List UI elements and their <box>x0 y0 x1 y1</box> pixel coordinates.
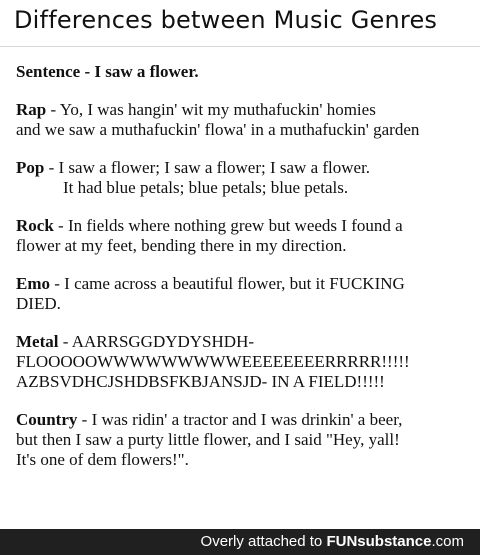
genre-label: Metal <box>16 332 59 351</box>
entry-line: but then I saw a purty little flower, and I said "Hey, yall! <box>16 430 400 449</box>
entry-line: and we saw a muthafuckin' flowa' in a muthafuckin' garden <box>16 120 420 139</box>
entry-rock <box>16 216 474 256</box>
entry-line <box>16 100 474 120</box>
entry-pop <box>16 158 474 198</box>
entry-line: It had blue petals; blue petals; blue petals. <box>63 178 349 197</box>
entry-line <box>16 410 474 430</box>
entry-text: - In fields where nothing grew but weeds I found a <box>58 216 403 235</box>
page-title: Differences between Music Genres <box>14 6 438 34</box>
entry-text: - AARRSGGDYDYSHDH- <box>62 332 255 351</box>
entry-metal <box>16 332 474 392</box>
genre-label: Emo <box>16 274 50 293</box>
entry-line <box>16 274 474 294</box>
entry-text: - I saw a flower; I saw a flower; I saw a flower. <box>48 158 371 177</box>
genre-list <box>16 62 474 488</box>
entry-sentence <box>16 62 474 82</box>
genre-label: Pop <box>16 158 45 177</box>
watermark-brand: FUNsubstance <box>326 533 432 550</box>
entry-text: - I saw a flower. <box>84 62 199 81</box>
entry-text: - Yo, I was hangin' wit my muthafuckin' homies <box>50 100 376 119</box>
entry-emo <box>16 274 474 314</box>
watermark-prefix: Overly attached to <box>200 533 327 550</box>
entry-text: - I came across a beautiful flower, but it FUCKING <box>54 274 405 293</box>
entry-text: - I was ridin' a tractor and I was drinkin' a beer, <box>81 410 403 429</box>
entry-line: AZBSVDHCJSHDBSFKBJANSJD- IN A FIELD!!!!! <box>16 372 385 391</box>
watermark-footer <box>0 529 480 555</box>
title-bar <box>0 0 480 47</box>
genre-label: Sentence <box>16 62 81 81</box>
watermark-text <box>201 533 464 550</box>
entry-line: It's one of dem flowers!". <box>16 450 189 469</box>
entry-line: DIED. <box>16 294 61 313</box>
entry-line <box>16 158 474 178</box>
entry-line <box>16 332 474 352</box>
entry-line: FLOOOOOWWWWWWWWWEEEEEEEERRRRR!!!!! <box>16 352 410 371</box>
entry-country <box>16 410 474 470</box>
entry-line: flower at my feet, bending there in my direction. <box>16 236 347 255</box>
genre-label: Country <box>16 410 78 429</box>
genre-label: Rap <box>16 100 47 119</box>
entry-line <box>16 216 474 236</box>
entry-rap <box>16 100 474 140</box>
entry-line <box>16 62 474 82</box>
watermark-suffix: .com <box>431 533 464 550</box>
genre-label: Rock <box>16 216 54 235</box>
